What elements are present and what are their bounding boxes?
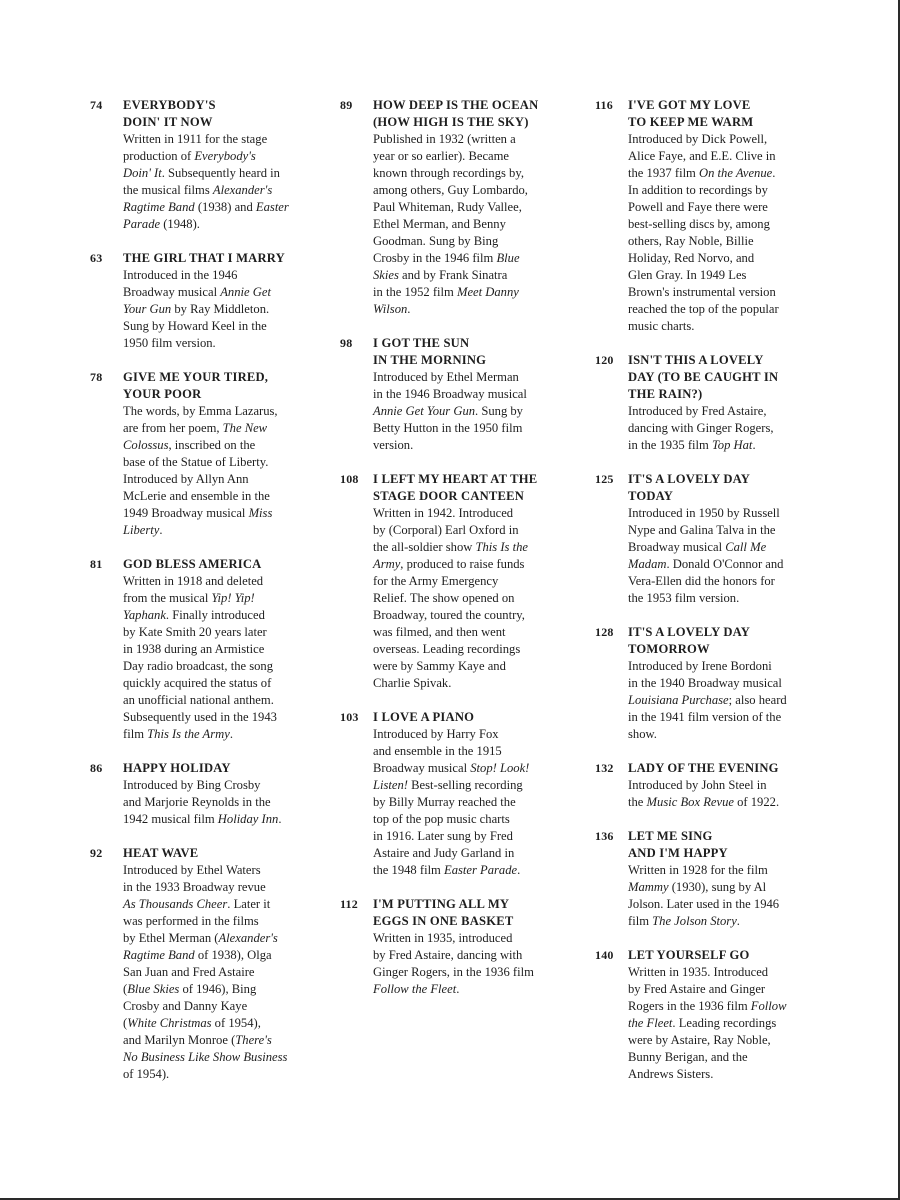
- work-title: Louisiana Purchase: [628, 693, 729, 707]
- page-number: 136: [595, 829, 614, 843]
- song-description: [373, 131, 572, 318]
- description-text: .: [229, 727, 233, 741]
- song-title: HAPPY HOLIDAY: [123, 761, 231, 775]
- song-description: [628, 505, 827, 607]
- description-text: Written in 1928 for the film: [628, 863, 768, 877]
- work-title: Blue Skies: [373, 251, 520, 282]
- song-title: LET ME SING AND I'M HAPPY: [628, 829, 728, 860]
- song-entry: [595, 352, 827, 454]
- song-title: THE GIRL THAT I MARRY: [123, 251, 285, 265]
- page-number: 132: [595, 761, 614, 775]
- description-text: of 1922.: [733, 795, 780, 809]
- page-number: 81: [90, 557, 103, 571]
- description-text: . Finally introduced by Kate Smith 20 years later in 1938 during an Armistice Day radio broadcast, the song quickly acquired the status of an unofficial national anthem. Subsequently used in the 1943 film: [123, 608, 277, 741]
- song-title: HEAT WAVE: [123, 846, 199, 860]
- work-title: Music Box Revue: [646, 795, 734, 809]
- description-text: Introduced by Harry Fox and ensemble in the 1915 Broadway musical: [373, 727, 502, 775]
- description-text: .: [159, 523, 163, 537]
- description-text: .: [456, 982, 460, 996]
- page-number: 128: [595, 625, 614, 639]
- work-title: Alexander's Ragtime Band: [123, 183, 273, 214]
- work-title: Blue Skies: [127, 982, 180, 996]
- work-title: Miss Liberty: [123, 506, 273, 537]
- description-text: The words, by Emma Lazarus, are from her poem,: [123, 404, 278, 435]
- work-title: Alexander's Ragtime Band: [123, 931, 278, 962]
- description-text: Introduced by Dick Powell, Alice Faye, and E.E. Clive in the 1937 film: [628, 132, 776, 180]
- page-number: 125: [595, 472, 614, 486]
- description-text: Introduced in the 1946 Broadway musical: [123, 268, 238, 299]
- description-text: .: [407, 302, 411, 316]
- column-2: [340, 97, 572, 1015]
- description-text: Introduced in 1950 by Russell Nype and Galina Talva in the Broadway musical: [628, 506, 780, 554]
- description-text: Introduced by Irene Bordoni in the 1940 Broadway musical: [628, 659, 782, 690]
- work-title: Everybody's Doin' It: [123, 149, 256, 180]
- work-title: Annie Get Your Gun: [373, 404, 476, 418]
- song-entry: [90, 556, 318, 743]
- song-description: [628, 777, 827, 811]
- work-title: Mammy: [628, 880, 669, 894]
- work-title: The Jolson Story: [652, 914, 737, 928]
- description-text: (1948).: [160, 217, 200, 231]
- song-entry: [340, 471, 572, 692]
- column-1: [90, 97, 318, 1100]
- description-text: Introduced by Bing Crosby and Marjorie Reynolds in the 1942 musical film: [123, 778, 271, 826]
- description-text: of 1954).: [123, 1067, 170, 1081]
- song-description: [373, 726, 572, 879]
- song-entry: [595, 947, 827, 1083]
- description-text: , produced to raise funds for the Army Emergency Relief. The show opened on Broadway, toured the country, was filmed, and then went overseas. Leading recordings were by Sammy Kaye and Charlie Spivak.: [373, 557, 525, 690]
- page-number: 78: [90, 370, 103, 384]
- work-title: On the Avenue: [699, 166, 773, 180]
- work-title: Holiday Inn: [217, 812, 279, 826]
- page-number: 120: [595, 353, 614, 367]
- song-description: [123, 862, 318, 1083]
- page-number: 103: [340, 710, 359, 724]
- page-number: 89: [340, 98, 353, 112]
- song-description: [628, 403, 827, 454]
- work-title: Yip! Yip! Yaphank: [123, 591, 255, 622]
- song-description: [628, 964, 827, 1083]
- song-title: I LEFT MY HEART AT THE STAGE DOOR CANTEEN: [373, 472, 538, 503]
- work-title: The New Colossus: [123, 421, 268, 452]
- description-text: Written in 1918 and deleted from the musical: [123, 574, 264, 605]
- song-title: HOW DEEP IS THE OCEAN (HOW HIGH IS THE SKY): [373, 98, 539, 129]
- description-text: Written in 1942. Introduced by (Corporal) Earl Oxford in the all-soldier show: [373, 506, 519, 554]
- description-text: Introduced by Fred Astaire, dancing with Ginger Rogers, in the 1935 film: [628, 404, 774, 452]
- song-description: [373, 930, 572, 998]
- song-entry: [595, 828, 827, 930]
- work-title: White Christmas: [127, 1016, 212, 1030]
- song-title: IT'S A LOVELY DAY TOMORROW: [628, 625, 751, 656]
- song-title: LET YOURSELF GO: [628, 948, 750, 962]
- work-title: This Is the Army: [147, 727, 230, 741]
- song-title: LADY OF THE EVENING: [628, 761, 779, 775]
- description-text: Best-selling recording by Billy Murray reached the top of the pop music charts in 1916. Later sung by Fred Astaire and Judy Garland in the 1948 film: [373, 778, 523, 877]
- description-text: . Subsequently heard in the musical films: [123, 166, 280, 197]
- work-title: There's No Business Like Show Business: [123, 1033, 288, 1064]
- column-3: [595, 97, 827, 1100]
- page-number: 63: [90, 251, 103, 265]
- description-text: of 1954), and Marilyn Monroe (: [123, 1016, 261, 1047]
- description-text: (1938) and: [194, 200, 256, 214]
- work-title: As Thousands Cheer: [123, 897, 228, 911]
- song-entry: [340, 335, 572, 454]
- song-title: I'VE GOT MY LOVE TO KEEP ME WARM: [628, 98, 754, 129]
- song-entry: [340, 709, 572, 879]
- description-text: and by Frank Sinatra in the 1952 film: [373, 268, 508, 299]
- song-title: EVERYBODY'S DOIN' IT NOW: [123, 98, 216, 129]
- page-number: 108: [340, 472, 359, 486]
- song-description: [123, 403, 318, 539]
- description-text: (1930), sung by Al Jolson. Later used in the 1946 film: [628, 880, 780, 928]
- song-description: [123, 573, 318, 743]
- song-entry: [595, 471, 827, 607]
- description-text: . In addition to recordings by Powell and Faye there were best-selling discs by, among others, Ray Noble, Billie Holiday, Red Norvo, and Glen Gray. In 1949 Les Brown's instrumental version reached the top of the popular music charts.: [628, 166, 779, 333]
- description-text: , inscribed on the base of the Statue of Liberty. Introduced by Allyn Ann McLerie and ensemble in the 1949 Broadway musical: [123, 438, 270, 520]
- song-description: [628, 658, 827, 743]
- page-number: 112: [340, 897, 358, 911]
- song-entry: [90, 760, 318, 828]
- song-description: [628, 131, 827, 335]
- description-text: . Later it was performed in the films by Ethel Merman (: [123, 897, 271, 945]
- song-entry: [595, 97, 827, 335]
- page-number: 140: [595, 948, 614, 962]
- song-entry: [595, 760, 827, 811]
- work-title: This Is the Army: [373, 540, 528, 571]
- description-text: ; also heard in the 1941 film version of the show.: [628, 693, 787, 741]
- description-text: Introduced by John Steel in the: [628, 778, 767, 809]
- description-text: Introduced by Ethel Waters in the 1933 Broadway revue: [123, 863, 266, 894]
- song-entry: [340, 97, 572, 318]
- song-entry: [90, 845, 318, 1083]
- description-text: Published in 1932 (written a year or so earlier). Became known through recordings by, among others, Guy Lombardo, Paul Whiteman, Rudy Vallee, Ethel Merman, and Benny Goodman. Sung by Bing Crosby in the 1946 film: [373, 132, 528, 265]
- song-title: ISN'T THIS A LOVELY DAY (TO BE CAUGHT IN THE RAIN?): [628, 353, 779, 401]
- song-description: [373, 505, 572, 692]
- work-title: Top Hat: [711, 438, 753, 452]
- work-title: Stop! Look! Listen!: [373, 761, 530, 792]
- description-text: . Sung by Betty Hutton in the 1950 film version.: [373, 404, 523, 452]
- work-title: Meet Danny Wilson: [373, 285, 519, 316]
- song-description: [123, 131, 318, 233]
- song-title: I GOT THE SUN IN THE MORNING: [373, 336, 487, 367]
- song-title: IT'S A LOVELY DAY TODAY: [628, 472, 751, 503]
- song-entry: [90, 97, 318, 233]
- description-text: .: [517, 863, 521, 877]
- description-text: . Donald O'Connor and Vera-Ellen did the honors for the 1953 film version.: [628, 557, 784, 605]
- song-title: GIVE ME YOUR TIRED, YOUR POOR: [123, 370, 269, 401]
- song-description: [628, 862, 827, 930]
- page-number: 74: [90, 98, 103, 112]
- description-text: Written in 1935, introduced by Fred Astaire, dancing with Ginger Rogers, in the 1936 film: [373, 931, 534, 979]
- work-title: Annie Get Your Gun: [123, 285, 271, 316]
- page-number: 116: [595, 98, 613, 112]
- work-title: Follow the Fleet: [628, 999, 787, 1030]
- description-text: .: [752, 438, 756, 452]
- description-text: of 1946), Bing Crosby and Danny Kaye (: [123, 982, 257, 1030]
- song-entry: [90, 369, 318, 539]
- song-description: [123, 267, 318, 352]
- work-title: Easter Parade: [123, 200, 289, 231]
- description-text: Written in 1911 for the stage production of: [123, 132, 268, 163]
- description-text: Written in 1935. Introduced by Fred Astaire and Ginger Rogers in the 1936 film: [628, 965, 769, 1013]
- page-number: 98: [340, 336, 353, 350]
- song-entry: [90, 250, 318, 352]
- description-text: .: [736, 914, 740, 928]
- page-number: 86: [90, 761, 103, 775]
- song-description: [123, 777, 318, 828]
- description-text: Introduced by Ethel Merman in the 1946 Broadway musical: [373, 370, 527, 401]
- page-number: 92: [90, 846, 103, 860]
- description-text: . Leading recordings were by Astaire, Ray Noble, Bunny Berigan, and the Andrews Sisters.: [628, 1016, 777, 1081]
- song-entry: [340, 896, 572, 998]
- song-title: I'M PUTTING ALL MY EGGS IN ONE BASKET: [373, 897, 514, 928]
- description-text: .: [278, 812, 282, 826]
- work-title: Call Me Madam: [628, 540, 767, 571]
- description-text: by Ray Middleton. Sung by Howard Keel in the 1950 film version.: [123, 302, 270, 350]
- song-entry: [595, 624, 827, 743]
- work-title: Follow the Fleet: [373, 982, 457, 996]
- song-title: GOD BLESS AMERICA: [123, 557, 262, 571]
- song-description: [373, 369, 572, 454]
- song-title: I LOVE A PIANO: [373, 710, 475, 724]
- work-title: Easter Parade: [444, 863, 518, 877]
- description-text: of 1938), Olga San Juan and Fred Astaire (: [123, 948, 272, 996]
